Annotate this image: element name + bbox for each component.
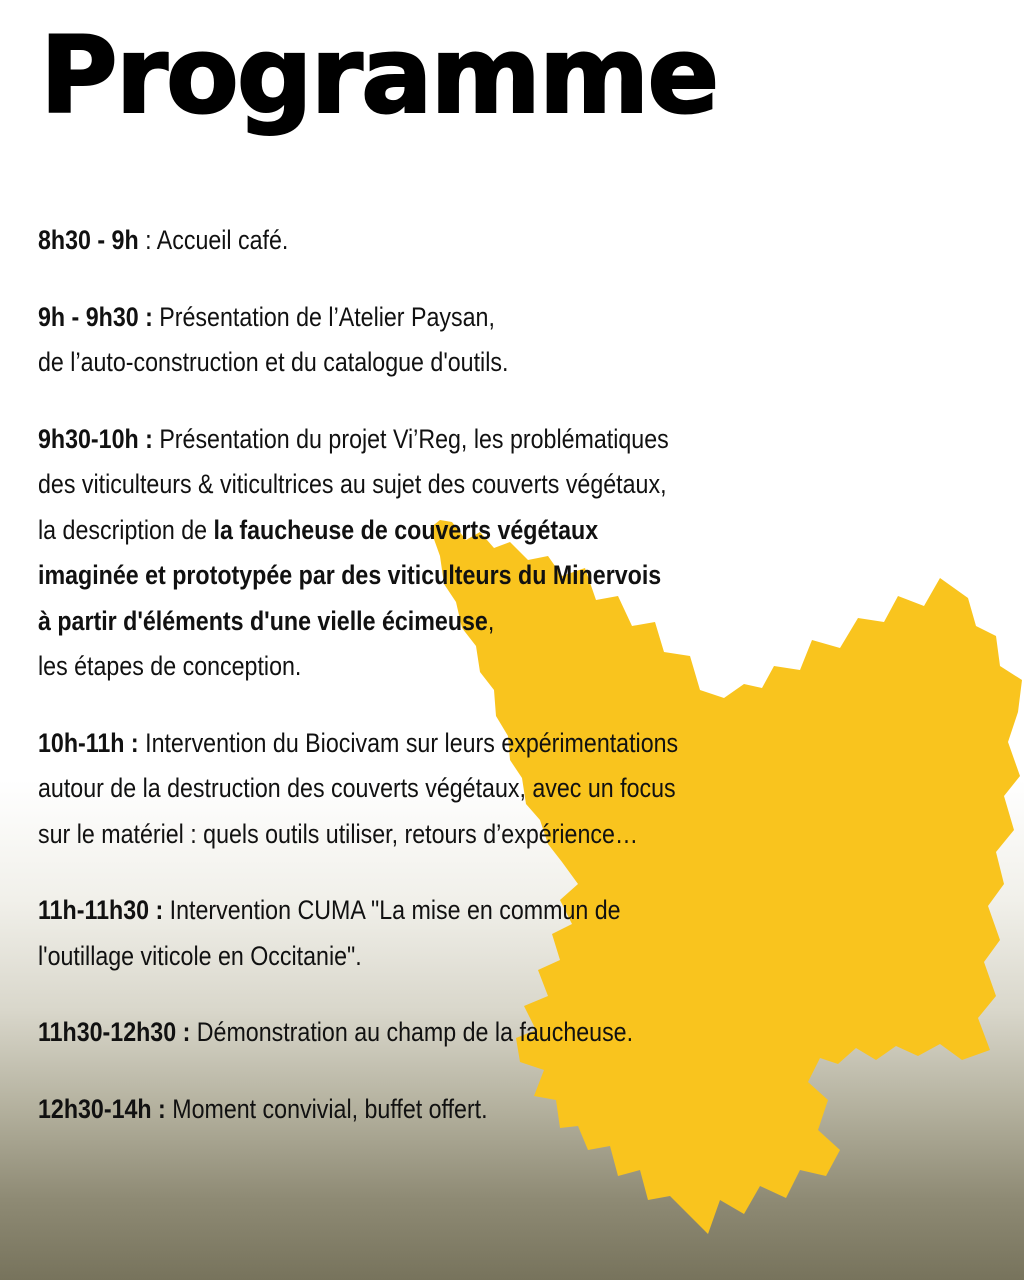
schedule-text: Moment convivial, buffet offert. [165,1093,488,1124]
schedule-time: 11h-11h30 : [38,895,164,925]
schedule-line [38,721,898,767]
schedule-line [38,599,898,645]
schedule-line [38,295,898,341]
schedule-text: Démonstration au champ de la faucheuse. [190,1017,634,1047]
schedule-line [38,1087,898,1133]
schedule-item [38,721,898,858]
schedule-time: 11h30-12h30 : [38,1017,191,1047]
schedule-item [38,1010,898,1056]
schedule-line [38,1010,898,1056]
schedule-highlight: imaginée et prototypée par des viticulteurs du Minervois [38,560,662,590]
schedule-item [38,295,898,386]
schedule-line: les étapes de conception. [38,651,302,681]
schedule-line: autour de la destruction des couverts végétaux, avec un focus [38,773,676,803]
schedule-item [38,888,898,979]
schedule-time: 10h-11h : [38,727,139,758]
schedule-line [38,218,898,264]
schedule-item [38,417,898,690]
schedule-time: 12h30-14h : [38,1093,166,1124]
schedule-time: 9h - 9h30 : [38,301,153,332]
schedule-text: , [487,605,495,636]
schedule-text: la description de [38,514,214,545]
schedule-line [38,417,898,463]
page-title: Programme [40,14,718,137]
schedule-line: l'outillage viticole en Occitanie". [38,940,362,971]
schedule-line [38,888,898,934]
schedule-line: sur le matériel : quels outils utiliser, retours d’expérience… [38,818,639,849]
schedule-text: Intervention CUMA "La mise en commun de [163,895,621,925]
schedule-item [38,218,898,264]
schedule-text: Intervention du Biocivam sur leurs expérimentations [138,727,679,758]
schedule-highlight: la faucheuse de couverts végétaux [213,514,599,545]
schedule-text: : Accueil café. [138,225,289,255]
schedule-text: Présentation du projet Vi’Reg, les problématiques [152,423,669,454]
schedule-text: Présentation de l’Atelier Paysan, [152,301,495,332]
schedule-line: des viticulteurs & viticultrices au sujet des couverts végétaux, [38,469,667,499]
schedule-time: 8h30 - 9h [38,225,139,255]
schedule-item [38,1087,898,1133]
schedule-line [38,508,898,554]
schedule-highlight: à partir d'éléments d'une vielle écimeuse [38,605,488,636]
schedule-time: 9h30-10h : [38,423,153,454]
schedule-list [38,218,898,1132]
schedule-line: de l’auto-construction et du catalogue d'outils. [38,347,509,377]
